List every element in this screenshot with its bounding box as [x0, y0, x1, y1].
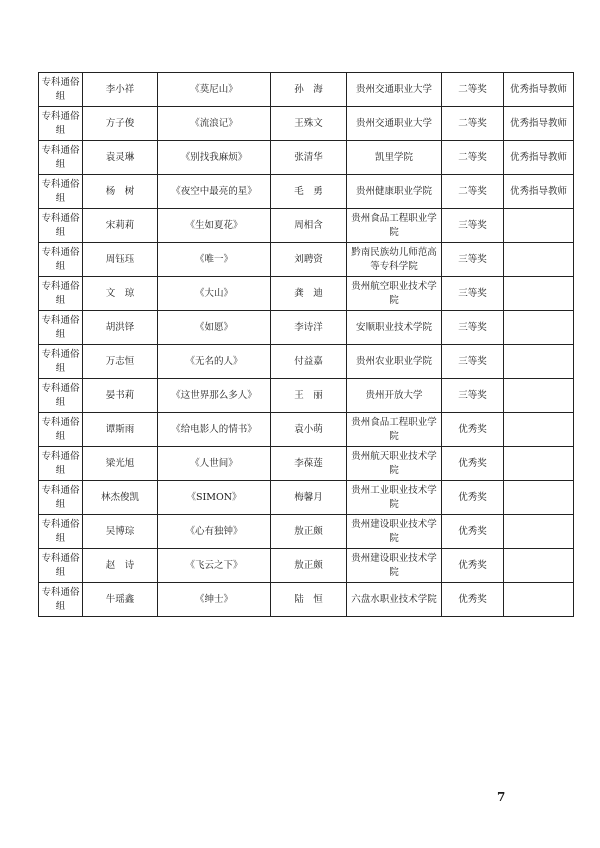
work-title-cell: 《如愿》 — [158, 311, 271, 345]
student-name-cell: 晏书莉 — [83, 379, 158, 413]
teacher-name-cell: 梅馨月 — [271, 481, 347, 515]
student-name-cell: 谭斯雨 — [83, 413, 158, 447]
group-cell: 专科通俗组 — [39, 379, 83, 413]
award-cell: 优秀奖 — [442, 447, 504, 481]
group-cell: 专科通俗组 — [39, 481, 83, 515]
group-cell: 专科通俗组 — [39, 515, 83, 549]
group-cell: 专科通俗组 — [39, 141, 83, 175]
award-cell: 优秀奖 — [442, 515, 504, 549]
table-row — [39, 175, 574, 209]
teacher-name-cell: 陆 恒 — [271, 583, 347, 617]
student-name-cell: 万志恒 — [83, 345, 158, 379]
award-cell: 三等奖 — [442, 277, 504, 311]
student-name-cell: 牛瑶鑫 — [83, 583, 158, 617]
school-cell: 贵州建设职业技术学院 — [347, 515, 442, 549]
table-row — [39, 107, 574, 141]
student-name-cell: 宋莉莉 — [83, 209, 158, 243]
page-number: 7 — [497, 790, 506, 804]
award-cell: 二等奖 — [442, 107, 504, 141]
table-row — [39, 515, 574, 549]
work-title-cell: 《人世间》 — [158, 447, 271, 481]
teacher-name-cell: 付益嘉 — [271, 345, 347, 379]
school-cell: 贵州航天职业技术学院 — [347, 447, 442, 481]
group-cell: 专科通俗组 — [39, 447, 83, 481]
group-cell: 专科通俗组 — [39, 413, 83, 447]
table-row — [39, 277, 574, 311]
teacher-name-cell: 敖正颇 — [271, 549, 347, 583]
work-title-cell: 《夜空中最亮的星》 — [158, 175, 271, 209]
table-row — [39, 413, 574, 447]
awards-table — [38, 72, 574, 617]
honor-cell — [504, 209, 574, 243]
teacher-name-cell: 王 丽 — [271, 379, 347, 413]
honor-cell — [504, 345, 574, 379]
group-cell: 专科通俗组 — [39, 277, 83, 311]
teacher-name-cell: 刘聘资 — [271, 243, 347, 277]
group-cell: 专科通俗组 — [39, 73, 83, 107]
table-row — [39, 73, 574, 107]
award-cell: 优秀奖 — [442, 481, 504, 515]
teacher-name-cell: 袁小萌 — [271, 413, 347, 447]
school-cell: 贵州食品工程职业学院 — [347, 209, 442, 243]
student-name-cell: 周钰珏 — [83, 243, 158, 277]
work-title-cell: 《大山》 — [158, 277, 271, 311]
honor-cell — [504, 379, 574, 413]
group-cell: 专科通俗组 — [39, 107, 83, 141]
table-row — [39, 379, 574, 413]
work-title-cell: 《无名的人》 — [158, 345, 271, 379]
teacher-name-cell: 张清华 — [271, 141, 347, 175]
award-cell: 二等奖 — [442, 73, 504, 107]
honor-cell: 优秀指导教师 — [504, 107, 574, 141]
work-title-cell: 《心有独钟》 — [158, 515, 271, 549]
teacher-name-cell: 周相含 — [271, 209, 347, 243]
award-cell: 二等奖 — [442, 141, 504, 175]
award-cell: 三等奖 — [442, 379, 504, 413]
award-cell: 二等奖 — [442, 175, 504, 209]
award-cell: 三等奖 — [442, 243, 504, 277]
teacher-name-cell: 毛 勇 — [271, 175, 347, 209]
table-row — [39, 141, 574, 175]
group-cell: 专科通俗组 — [39, 345, 83, 379]
honor-cell — [504, 413, 574, 447]
award-cell: 三等奖 — [442, 345, 504, 379]
school-cell: 黔南民族幼儿师范高等专科学院 — [347, 243, 442, 277]
table-row — [39, 481, 574, 515]
student-name-cell: 杨 树 — [83, 175, 158, 209]
honor-cell — [504, 583, 574, 617]
work-title-cell: 《绅士》 — [158, 583, 271, 617]
school-cell: 六盘水职业技术学院 — [347, 583, 442, 617]
award-cell: 三等奖 — [442, 311, 504, 345]
work-title-cell: 《这世界那么多人》 — [158, 379, 271, 413]
table-row — [39, 447, 574, 481]
work-title-cell: 《流浪记》 — [158, 107, 271, 141]
teacher-name-cell: 孙 海 — [271, 73, 347, 107]
school-cell: 贵州工业职业技术学院 — [347, 481, 442, 515]
work-title-cell: 《SIMON》 — [158, 481, 271, 515]
table-body — [39, 73, 574, 617]
table-row — [39, 583, 574, 617]
table-row — [39, 345, 574, 379]
award-cell: 优秀奖 — [442, 549, 504, 583]
work-title-cell: 《别找我麻烦》 — [158, 141, 271, 175]
student-name-cell: 林杰俊凯 — [83, 481, 158, 515]
teacher-name-cell: 龚 迪 — [271, 277, 347, 311]
group-cell: 专科通俗组 — [39, 175, 83, 209]
honor-cell: 优秀指导教师 — [504, 141, 574, 175]
teacher-name-cell: 敖正颇 — [271, 515, 347, 549]
award-cell: 三等奖 — [442, 209, 504, 243]
work-title-cell: 《生如夏花》 — [158, 209, 271, 243]
school-cell: 贵州农业职业学院 — [347, 345, 442, 379]
group-cell: 专科通俗组 — [39, 549, 83, 583]
school-cell: 安顺职业技术学院 — [347, 311, 442, 345]
teacher-name-cell: 李诗洋 — [271, 311, 347, 345]
school-cell: 凯里学院 — [347, 141, 442, 175]
student-name-cell: 梁光旭 — [83, 447, 158, 481]
honor-cell — [504, 243, 574, 277]
student-name-cell: 吴博琮 — [83, 515, 158, 549]
honor-cell: 优秀指导教师 — [504, 73, 574, 107]
honor-cell — [504, 447, 574, 481]
teacher-name-cell: 李葆莲 — [271, 447, 347, 481]
school-cell: 贵州食品工程职业学院 — [347, 413, 442, 447]
teacher-name-cell: 王殊文 — [271, 107, 347, 141]
work-title-cell: 《唯一》 — [158, 243, 271, 277]
school-cell: 贵州建设职业技术学院 — [347, 549, 442, 583]
group-cell: 专科通俗组 — [39, 583, 83, 617]
group-cell: 专科通俗组 — [39, 311, 83, 345]
honor-cell — [504, 311, 574, 345]
table-row — [39, 209, 574, 243]
school-cell: 贵州航空职业技术学院 — [347, 277, 442, 311]
table-row — [39, 549, 574, 583]
student-name-cell: 文 琼 — [83, 277, 158, 311]
student-name-cell: 胡洪铎 — [83, 311, 158, 345]
group-cell: 专科通俗组 — [39, 243, 83, 277]
student-name-cell: 方子俊 — [83, 107, 158, 141]
honor-cell — [504, 515, 574, 549]
school-cell: 贵州交通职业大学 — [347, 107, 442, 141]
honor-cell: 优秀指导教师 — [504, 175, 574, 209]
honor-cell — [504, 549, 574, 583]
award-cell: 优秀奖 — [442, 583, 504, 617]
table-row — [39, 311, 574, 345]
table-row — [39, 243, 574, 277]
honor-cell — [504, 277, 574, 311]
award-cell: 优秀奖 — [442, 413, 504, 447]
group-cell: 专科通俗组 — [39, 209, 83, 243]
school-cell: 贵州开放大学 — [347, 379, 442, 413]
student-name-cell: 赵 诗 — [83, 549, 158, 583]
student-name-cell: 李小祥 — [83, 73, 158, 107]
school-cell: 贵州健康职业学院 — [347, 175, 442, 209]
work-title-cell: 《莫尼山》 — [158, 73, 271, 107]
work-title-cell: 《飞云之下》 — [158, 549, 271, 583]
school-cell: 贵州交通职业大学 — [347, 73, 442, 107]
work-title-cell: 《给电影人的情书》 — [158, 413, 271, 447]
student-name-cell: 袁灵琳 — [83, 141, 158, 175]
honor-cell — [504, 481, 574, 515]
